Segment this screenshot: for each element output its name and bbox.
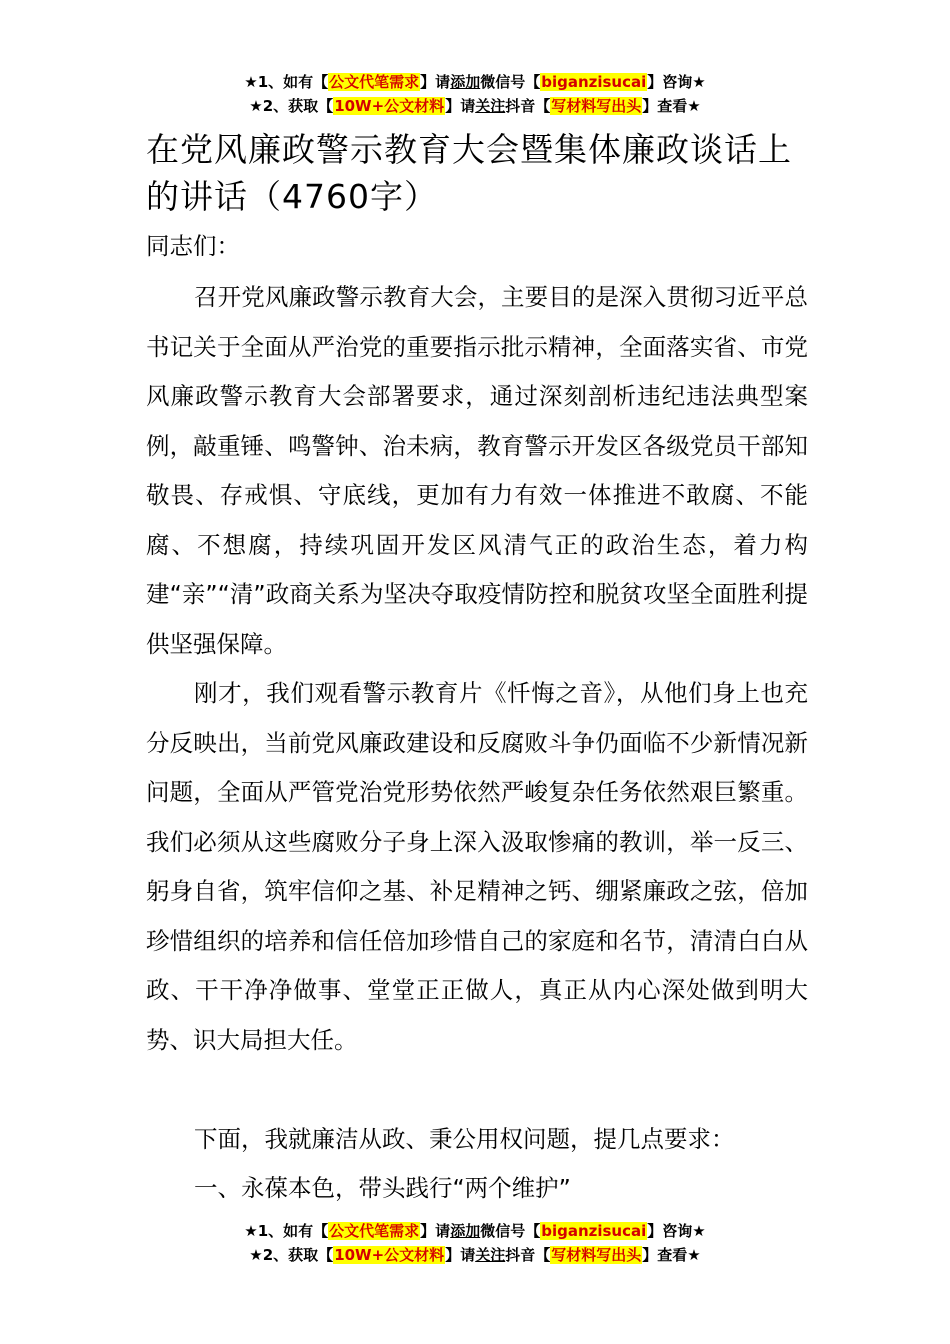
body-paragraph-3: 下面，我就廉洁从政、秉公用权问题，提几点要求： (194, 1125, 735, 1153)
promo-emphasis-follow: 关注 (475, 1246, 506, 1264)
promo-highlight-materials: 10W+公文材料 (334, 97, 445, 115)
promo-line-2: ★2、获取【10W+公文材料】请关注抖音【写材料写出头】查看★ (249, 97, 701, 115)
bottom-promo-banner (0, 1219, 950, 1267)
promo-emphasis-follow: 关注 (475, 97, 506, 115)
promo-line-1: ★1、如有【公文代笔需求】请添加微信号【biganzisucai】咨询★ (244, 73, 706, 91)
promo-highlight-wechat-id: biganzisucai (541, 73, 647, 91)
promo-highlight-materials: 10W+公文材料 (334, 1246, 445, 1264)
promo-highlight-service: 公文代笔需求 (329, 1222, 420, 1240)
promo-highlight-douyin-account: 写材料写出头 (551, 1246, 642, 1264)
section-heading-1: 一、永葆本色，带头践行“两个维护” (194, 1174, 571, 1202)
promo-highlight-service: 公文代笔需求 (329, 73, 420, 91)
promo-highlight-wechat-id: biganzisucai (541, 1222, 647, 1240)
promo-emphasis-add: 添加 (450, 1222, 481, 1240)
greeting: 同志们： (146, 232, 240, 260)
top-promo-banner (0, 70, 950, 118)
promo-line-1: ★1、如有【公文代笔需求】请添加微信号【biganzisucai】咨询★ (244, 1222, 706, 1240)
document-title: 在党风廉政警示教育大会暨集体廉政谈话上的讲话（4760字） (146, 130, 792, 216)
body-paragraph-2: 刚才，我们观看警示教育片《忏悔之音》，从他们身上也充分反映出，当前党风廉政建设和反腐败斗争仍面临不少新情况新问题，全面从严管党治党形势依然严峻复杂任务依然艰巨繁重。我们必须从这些腐败分子身上深入汲取惨痛的教训，举一反三、躬身自省，筑牢信仰之基、补足精神之钙、绷紧廉政之弦，倍加珍惜组织的培养和信任倍加珍惜自己的家庭和名节，清清白白从政、干干净净做事、堂堂正正做人，真正从内心深处做到明大势、识大局担大任。 (146, 679, 808, 1054)
promo-line-2: ★2、获取【10W+公文材料】请关注抖音【写材料写出头】查看★ (249, 1246, 701, 1264)
promo-highlight-douyin-account: 写材料写出头 (551, 97, 642, 115)
promo-emphasis-add: 添加 (450, 73, 481, 91)
body-paragraph-1: 召开党风廉政警示教育大会，主要目的是深入贯彻习近平总书记关于全面从严治党的重要指示批示精神，全面落实省、市党风廉政警示教育大会部署要求，通过深刻剖析违纪违法典型案例，敲重锤、鸣警钟、治未病，教育警示开发区各级党员干部知敬畏、存戒惧、守底线，更加有力有效一体推进不敢腐、不能腐、不想腐，持续巩固开发区风清气正的政治生态，着力构建“亲”“清”政商关系为坚决夺取疫情防控和脱贫攻坚全面胜利提供坚强保障。 (146, 283, 808, 658)
